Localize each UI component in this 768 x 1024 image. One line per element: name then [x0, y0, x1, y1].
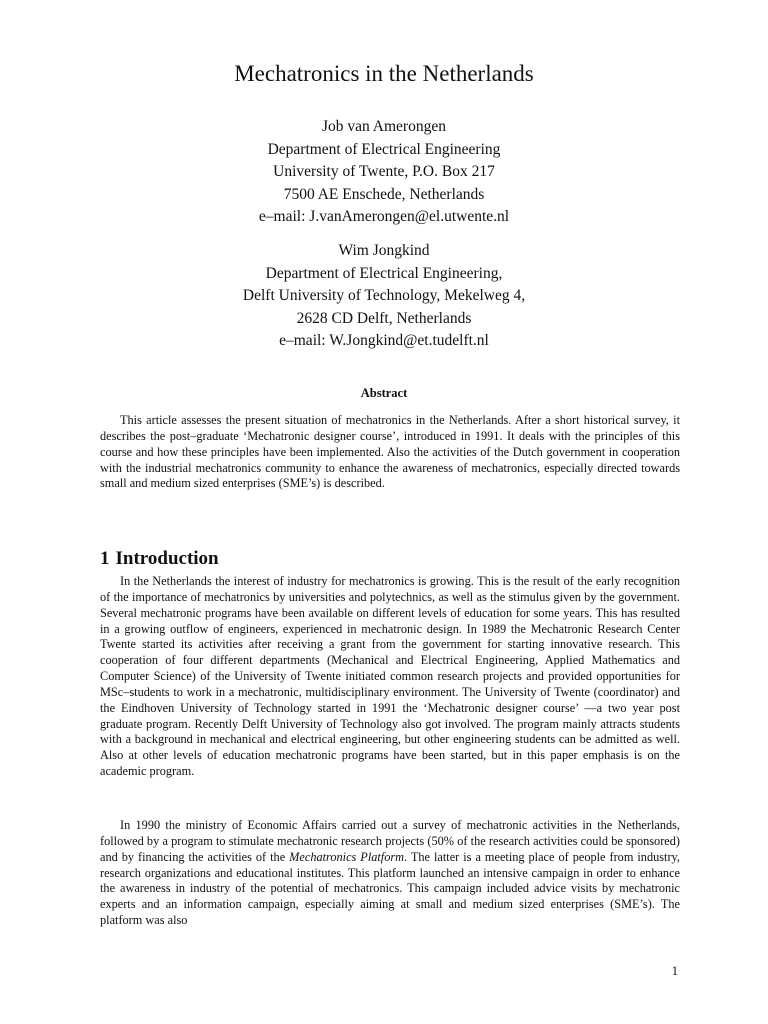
author-department: Department of Electrical Engineering [267, 140, 501, 158]
section-heading [100, 547, 219, 571]
section-title: Introduction [115, 548, 219, 569]
author-address: 7500 AE Enschede, Netherlands [283, 185, 485, 203]
author-name: Job van Amerongen [322, 118, 446, 135]
emphasized-term: Mechatronics Platform [289, 849, 405, 864]
author-institution: Delft University of Technology, Mekelweg 4, [242, 287, 526, 304]
paper-title: Mechatronics in the Netherlands [234, 61, 534, 86]
intro-paragraph-2 [100, 818, 680, 929]
author-name: Wim Jongkind [338, 242, 430, 259]
abstract-text: This article assesses the present situation of mechatronics in the Netherlands. After a short historical survey, it describes the post–graduate ‘Mechatronic designer course’, introduced in 1991. It deals with the principles of this course and how these principles have been implemented. Also the activities of the Dutch government in cooperation with the industrial mechatronics community to enhance the awareness of mechatronics, especially directed towards small and medium sized enterprises (SME’s) is described. [100, 413, 680, 491]
intro-paragraph-1: In the Netherlands the interest of industry for mechatronics is growing. This is the result of the early recognition of the importance of mechatronics by universities and polytechnics, as well as the stimulus given by the government. Several mechatronic programs have been available on different levels of education for some years. This has resulted in a growing outflow of engineers, experienced in mechatronic design. In 1989 the Mechatronic Research Center Twente started its activities after receiving a grant from the government for starting innovative research. This cooperation of four different departments (Mechanical and Electrical Engineering, Applied Mathematics and Computer Science) of the University of Twente initiated common research projects and provided opportunities for MSc–students to work in a mechatronic, multidisciplinary environment. The University of Twente (coordinator) and the Eindhoven University of Technology started in 1991 the ‘Mechatronic designer course’ —a two year post graduate program. Recently Delft University of Technology also got involved. The program mainly attracts students with a background in mechanical and electrical engineering, but other engineering students can be admitted as well. Also at other levels of education mechatronic programs have been started, but in this paper emphasis is on the academic program. [100, 574, 680, 779]
author-address: 2628 CD Delft, Netherlands [296, 309, 472, 327]
paragraph-text: . The latter is a meeting place of people from industry, research organizations and educational institutes. This platform launched an intensive campaign in order to enhance the awareness in industry of the potential of mechatronics. This campaign included advice visits by mechatronic experts and an information campaign, especially aiming at small and medium sized enterprises (SME’s). The platform was also [100, 849, 680, 928]
section-number: 1 [100, 548, 110, 569]
author-email: e–mail: W.Jongkind@et.tudelft.nl [279, 332, 489, 349]
abstract-heading: Abstract [360, 386, 408, 400]
paragraph-text: In 1990 the ministry of Economic Affairs carried out a survey of mechatronic activities in the Netherlands, followed by a program to stimulate mechatronic research projects (50% of the research activities could be sponsored) and by financing the activities of the [100, 818, 680, 864]
author-block-1 [0, 116, 768, 229]
page-number: 1 [671, 964, 678, 978]
author-email: e–mail: J.vanAmerongen@el.utwente.nl [258, 208, 510, 225]
author-block-2 [0, 240, 768, 353]
author-department: Department of Electrical Engineering, [265, 264, 503, 282]
author-institution: University of Twente, P.O. Box 217 [273, 163, 495, 180]
